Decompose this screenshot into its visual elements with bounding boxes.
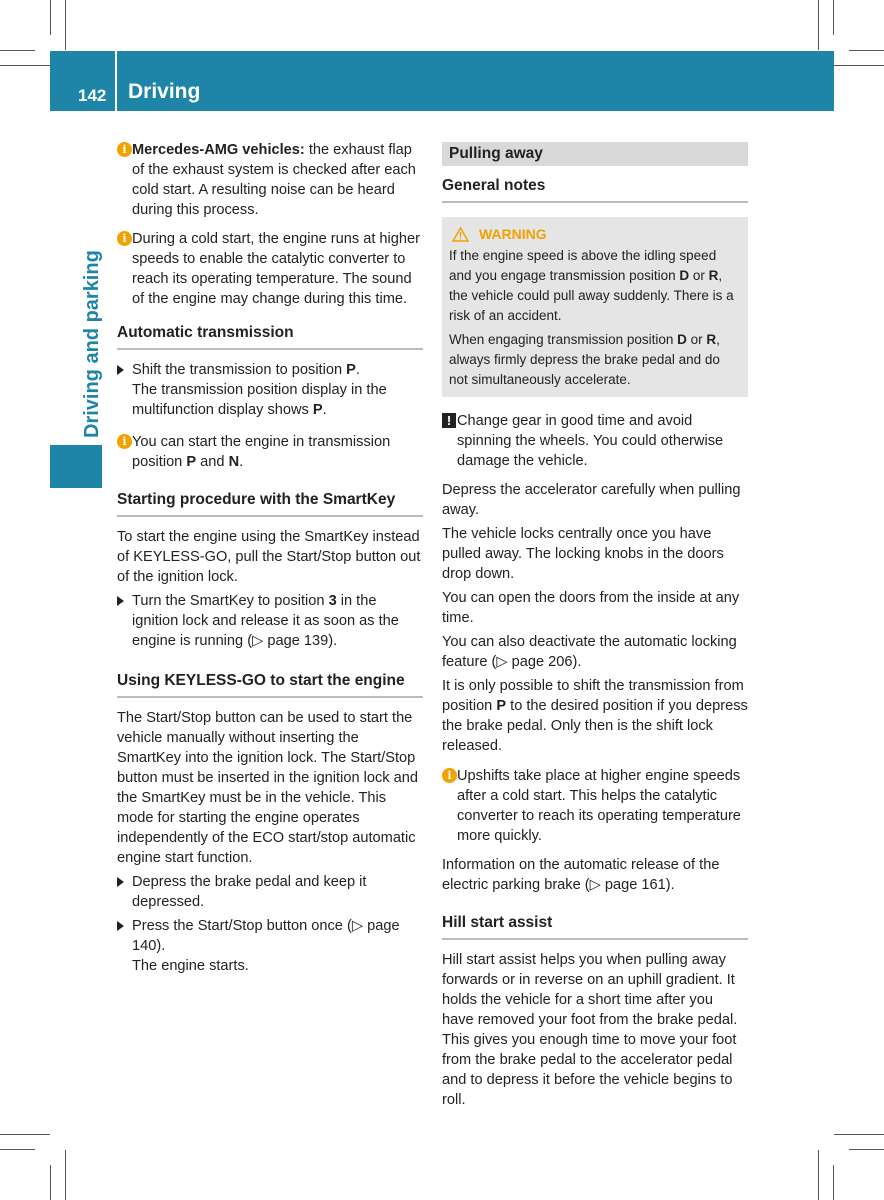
info-icon: i (117, 142, 132, 157)
left-column (117, 140, 423, 980)
heading-pulling-away: Pulling away (442, 142, 748, 166)
crop-mark (833, 0, 834, 35)
crop-mark (50, 1165, 51, 1200)
step-item (117, 591, 423, 651)
warning-triangle-icon (452, 227, 469, 242)
info-text: Mercedes-AMG vehicles: the exhaust flap of the exhaust system is checked after each cold start. A resulting noise can be heard during this process. (132, 142, 416, 218)
crop-mark (833, 1165, 834, 1200)
arrow-icon (117, 596, 124, 606)
crop-mark (834, 1134, 884, 1135)
crop-mark (50, 0, 51, 35)
page-title: Driving (128, 80, 201, 103)
paragraph: Depress the accelerator carefully when pulling away. (442, 482, 741, 518)
warning-title: WARNING (479, 226, 547, 242)
crop-mark (0, 1134, 50, 1135)
info-text: You can start the engine in transmission position P and N. (132, 434, 391, 470)
info-icon: i (442, 768, 457, 783)
step-item (117, 360, 423, 420)
side-tab-label: Driving and parking (81, 250, 103, 438)
step-item (117, 872, 423, 912)
crop-mark (818, 1150, 819, 1200)
info-note (117, 432, 423, 472)
paragraph: Information on the automatic release of the electric parking brake (▷ page 161). (442, 857, 720, 893)
warning-text: If the engine speed is above the idling speed and you engage transmission position D or R, the vehicle could pull away suddenly. There is a risk of an accident. (449, 248, 734, 323)
crop-mark (849, 50, 884, 51)
heading-general-notes: General notes (442, 176, 748, 203)
arrow-icon (117, 365, 124, 375)
info-note (117, 229, 423, 309)
crop-mark (0, 1149, 35, 1150)
side-tab-marker (50, 445, 102, 488)
paragraph: You can also deactivate the automatic locking feature (▷ page 206). (442, 634, 737, 670)
crop-mark (849, 1149, 884, 1150)
heading-smartkey: Starting procedure with the SmartKey (117, 490, 423, 517)
note-text: Change gear in good time and avoid spinning the wheels. You could otherwise damage the vehicle. (457, 413, 724, 469)
info-note (117, 140, 423, 220)
crop-mark (65, 1150, 66, 1200)
right-column (442, 140, 748, 1114)
step-text: Shift the transmission to position P. The transmission position display in the multifunction display shows P. (132, 362, 387, 418)
step-text: Turn the SmartKey to position 3 in the ignition lock and release it as soon as the engine is running (▷ page 139). (132, 593, 399, 649)
step-text: Press the Start/Stop button once (▷ page 140). The engine starts. (132, 918, 400, 974)
page-number: 142 (78, 86, 107, 105)
heading-automatic-transmission: Automatic transmission (117, 323, 423, 350)
header-separator (115, 51, 117, 111)
info-text: Upshifts take place at higher engine speeds after a cold start. This helps the catalytic converter to reach its operating temperature more quickly. (457, 768, 741, 844)
paragraph: It is only possible to shift the transmission from position P to the desired position if you depress the brake pedal. Only then is the shift lock released. (442, 678, 748, 754)
paragraph: The Start/Stop button can be used to start the vehicle manually without inserting the SmartKey into the ignition lock. The Start/Stop button must be inserted in the ignition lock and the SmartKey must be in the vehicle. This mode for starting the engine operates independently of the ECO start/stop automatic engine start function. (117, 710, 418, 866)
info-icon: i (117, 434, 132, 449)
paragraph: You can open the doors from the inside at any time. (442, 590, 740, 626)
info-text: During a cold start, the engine runs at higher speeds to enable the catalytic converter to reach its operating temperature. The sound of the engine may change during this time. (132, 231, 420, 307)
paragraph: To start the engine using the SmartKey instead of KEYLESS-GO, pull the Start/Stop button out of the ignition lock. (117, 529, 421, 585)
info-icon: i (117, 231, 132, 246)
paragraph: The vehicle locks centrally once you have pulled away. The locking knobs in the doors drop down. (442, 526, 724, 582)
crop-mark (818, 0, 819, 50)
crop-mark (0, 50, 35, 51)
crop-mark (65, 0, 66, 50)
info-note (442, 766, 748, 846)
exclamation-icon: ! (442, 413, 456, 428)
arrow-icon (117, 877, 124, 887)
warning-text: When engaging transmission position D or R, always firmly depress the brake pedal and do not simultaneously accelerate. (449, 332, 720, 387)
step-text: Depress the brake pedal and keep it depressed. (132, 874, 367, 910)
heading-hill-start-assist: Hill start assist (442, 913, 748, 940)
warning-header (449, 224, 741, 244)
caution-note (442, 411, 748, 471)
arrow-icon (117, 921, 124, 931)
crop-mark (834, 65, 884, 66)
warning-box (442, 217, 748, 397)
heading-keyless-go: Using KEYLESS-GO to start the engine (117, 671, 423, 698)
side-tab (72, 236, 112, 438)
paragraph: Hill start assist helps you when pulling away forwards or in reverse on an uphill gradient. It holds the vehicle for a short time after you have removed your foot from the brake pedal. This gives you enough time to move your foot from the brake pedal to the accelerator pedal and to depress it before the vehicle begins to roll. (442, 952, 738, 1108)
crop-mark (0, 65, 50, 66)
step-item (117, 916, 423, 976)
